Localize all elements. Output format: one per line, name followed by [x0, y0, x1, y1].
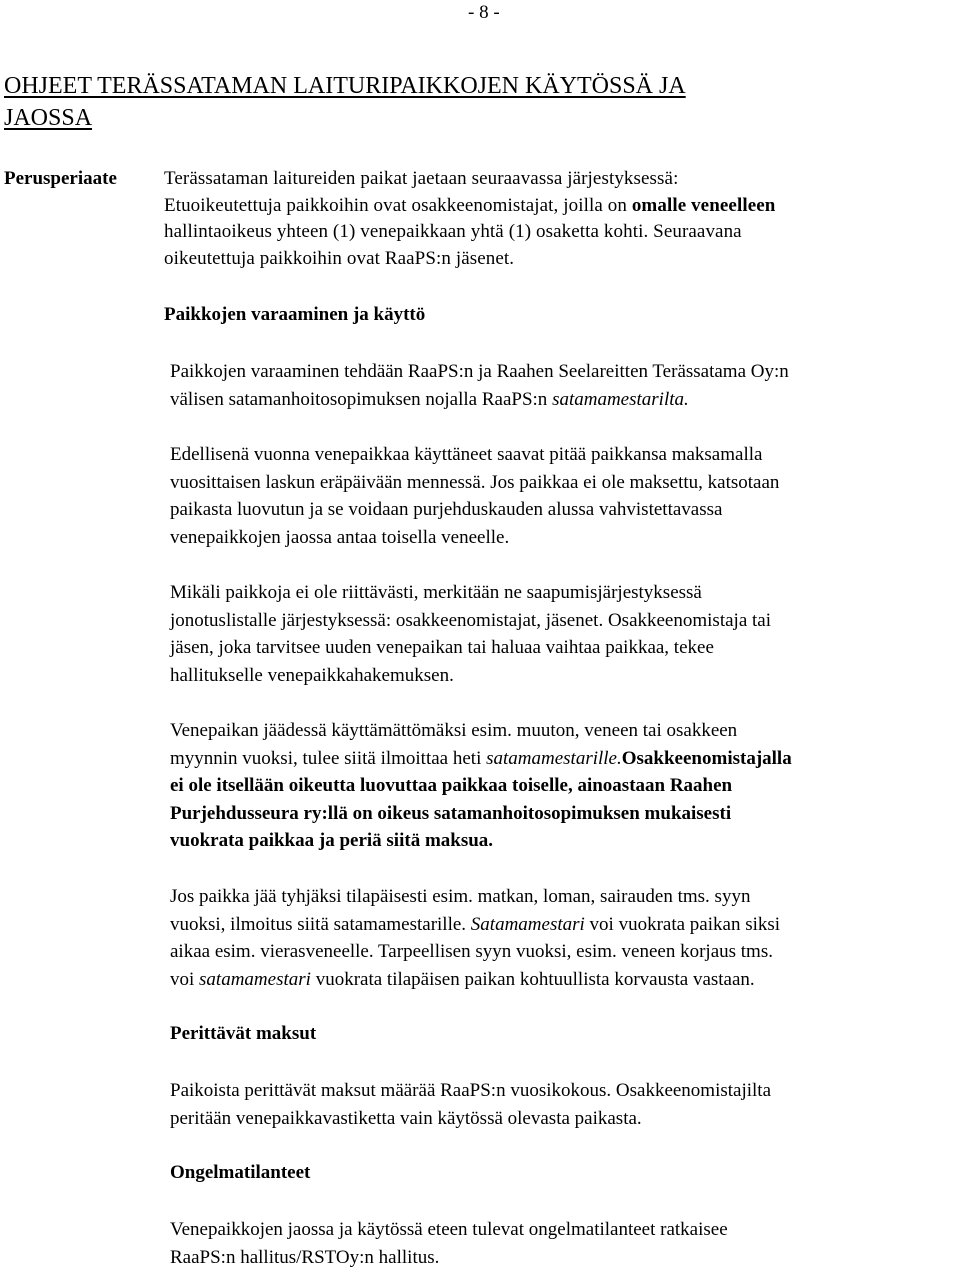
text-line: venepaikkojen jaossa antaa toisella veneelle. [170, 526, 510, 548]
text-line: hallitukselle venepaikkahakemuksen. [170, 664, 454, 686]
text-line: aikaa esim. vierasveneelle. Tarpeellisen syyn vuoksi, esim. veneen korjaus tms. [170, 941, 773, 962]
paragraph-varaaminen-1 [170, 358, 960, 413]
text-line: jäsen, joka tarvitsee uuden venepaikan tai haluaa vaihtaa paikkaa, tekee [170, 637, 714, 658]
italic-run: satamamestarilta. [552, 388, 689, 410]
text-run: vuokrata tilapäisen paikan kohtuullista korvausta vastaan. [310, 968, 755, 990]
perusperiaate-text [164, 166, 954, 272]
heading-varaaminen: Paikkojen varaaminen ja käyttö [164, 304, 426, 325]
text-line: peritään venepaikkavastiketta vain käytössä olevasta paikasta. [170, 1107, 642, 1129]
text-run: vuoksi, ilmoitus siitä satamamestarille. [170, 913, 471, 935]
text-line: Purjehdusseura ry:llä on oikeus satamanhoitosopimuksen mukaisesti [170, 802, 732, 824]
italic-run: Satamamestari [470, 913, 585, 935]
text-run: voi [170, 968, 200, 990]
text-line: Venepaikan jäädessä käyttämättömäksi esim. muuton, veneen tai osakkeen [170, 720, 738, 741]
text-line: vuokrata paikkaa ja periä siitä maksua. [170, 830, 494, 851]
text-run: myynnin vuoksi, tulee siitä ilmoittaa heti [170, 747, 487, 769]
italic-run: satamamestari [199, 968, 311, 990]
heading-ongelmat: Ongelmatilanteet [170, 1162, 311, 1183]
paragraph-maksut [170, 1077, 960, 1132]
page-number: - 8 - [468, 2, 500, 23]
paragraph-varaaminen-5 [170, 883, 960, 993]
paragraph-varaaminen-3 [170, 579, 960, 689]
section-label-perusperiaate: Perusperiaate [4, 168, 117, 189]
text-line [170, 911, 960, 939]
text-line: Edellisenä vuonna venepaikkaa käyttäneet saavat pitää paikkansa maksamalla [170, 444, 763, 465]
text-run: Etuoikeutettuja paikkoihin ovat osakkeenomistajat, joilla on [164, 194, 632, 216]
bold-run: Osakkeenomistajalla [621, 747, 792, 769]
text-line: paikasta luovutun ja se voidaan purjehduskauden alussa vahvistettavassa [170, 499, 723, 520]
text-line: RaaPS:n hallitus/RSTOy:n hallitus. [170, 1246, 440, 1268]
text-line [164, 193, 954, 220]
italic-run: satamamestarille. [486, 747, 622, 769]
page-title [4, 70, 904, 134]
text-line: ei ole itsellään oikeutta luovuttaa paikkaa toiselle, ainoastaan Raahen [170, 775, 733, 796]
text-line: jonotuslistalle järjestyksessä: osakkeenomistajat, jäsenet. Osakkeenomistaja tai [170, 609, 771, 631]
text-run: voi vuokrata paikan siksi [584, 913, 781, 935]
paragraph-varaaminen-4 [170, 717, 960, 855]
text-line: Terässataman laitureiden paikat jaetaan seuraavassa järjestyksessä: [164, 168, 679, 189]
text-line: Paikoista perittävät maksut määrää RaaPS:n vuosikokous. Osakkeenomistajilta [170, 1080, 772, 1101]
text-run: välisen satamanhoitosopimuksen nojalla RaaPS:n [170, 388, 553, 410]
text-line: Paikkojen varaaminen tehdään RaaPS:n ja Raahen Seelareitten Terässatama Oy:n [170, 361, 789, 382]
text-line: Jos paikka jää tyhjäksi tilapäisesti esim. matkan, loman, sairauden tms. syyn [170, 886, 751, 907]
text-line [170, 966, 960, 994]
text-line: vuosittaisen laskun eräpäivään mennessä. Jos paikkaa ei ole maksettu, katsotaan [170, 471, 780, 493]
title-line-1: OHJEET TERÄSSATAMAN LAITURIPAIKKOJEN KÄYTÖSSÄ JA [4, 73, 686, 99]
text-line: oikeutettuja paikkoihin ovat RaaPS:n jäsenet. [164, 247, 515, 269]
text-line [170, 386, 960, 414]
text-line: hallintaoikeus yhteen (1) venepaikkaan yhtä (1) osaketta kohti. Seuraavana [164, 221, 742, 242]
title-line-2: JAOSSA [4, 105, 93, 131]
text-line: Mikäli paikkoja ei ole riittävästi, merkitään ne saapumisjärjestyksessä [170, 582, 702, 603]
heading-maksut: Perittävät maksut [170, 1023, 317, 1044]
paragraph-ongelmat [170, 1216, 960, 1271]
paragraph-varaaminen-2 [170, 441, 960, 551]
text-line [170, 745, 960, 773]
bold-run: omalle veneelleen [631, 194, 776, 216]
text-line: Venepaikkojen jaossa ja käytössä eteen tulevat ongelmatilanteet ratkaisee [170, 1219, 728, 1240]
